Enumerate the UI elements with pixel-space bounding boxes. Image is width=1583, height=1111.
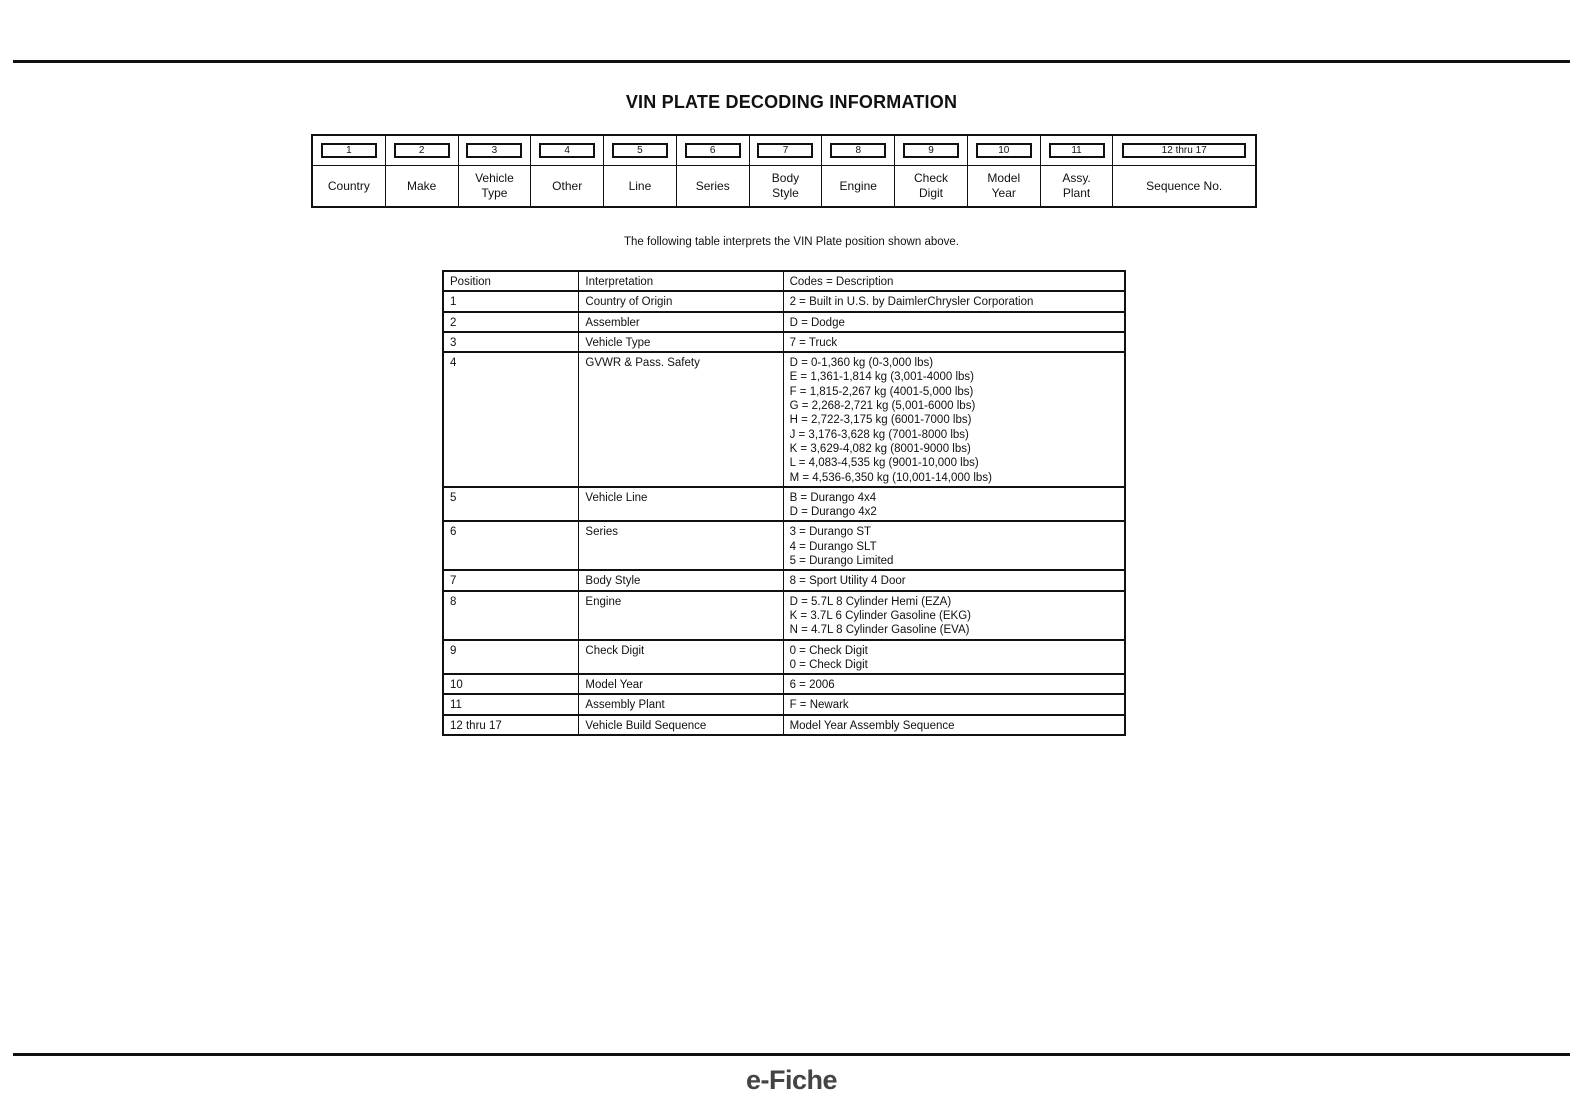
cell-interpretation: Assembly Plant — [579, 694, 783, 714]
plate-position-number: 11 — [1049, 143, 1105, 158]
cell-interpretation: Model Year — [579, 674, 783, 694]
plate-cell — [531, 136, 604, 206]
plate-cell — [968, 136, 1041, 206]
code-line: 3 = Durango ST — [789, 526, 872, 539]
code-line: D = 0-1,360 kg (0-3,000 lbs) — [789, 357, 934, 370]
cell-position: 6 — [443, 521, 579, 570]
plate-position-number: 5 — [612, 143, 668, 158]
plate-position-number: 1 — [321, 143, 377, 158]
cell-interpretation: Assembler — [579, 312, 783, 332]
plate-position-label: Body Style — [771, 171, 800, 200]
table-row — [443, 640, 1125, 675]
table-row — [443, 352, 1125, 487]
plate-position-label: Model Year — [987, 171, 1021, 200]
cell-position: 12 thru 17 — [443, 715, 579, 735]
cell-position: 3 — [443, 332, 579, 352]
plate-position-label: Other — [552, 178, 583, 193]
plate-position-slot — [1113, 136, 1255, 166]
plate-position-slot — [677, 136, 749, 166]
plate-cell — [1113, 136, 1255, 206]
table-row — [443, 570, 1125, 590]
cell-codes — [783, 674, 1125, 694]
table-row — [443, 591, 1125, 640]
plate-position-label: Make — [406, 178, 437, 193]
cell-codes — [783, 352, 1125, 487]
code-line: 4 = Durango SLT — [789, 540, 877, 553]
plate-position-slot — [459, 136, 531, 166]
plate-cell — [677, 136, 750, 206]
plate-position-label: Line — [628, 178, 652, 193]
cell-codes — [783, 570, 1125, 590]
code-line: F = Newark — [789, 699, 849, 712]
plate-position-number: 2 — [394, 143, 450, 158]
cell-interpretation: Country of Origin — [579, 291, 783, 311]
plate-position-label: Series — [695, 178, 730, 193]
code-line: H = 2,722-3,175 kg (6001-7000 lbs) — [789, 414, 972, 427]
table-row — [443, 694, 1125, 714]
cell-codes — [783, 715, 1125, 735]
page-title: VIN PLATE DECODING INFORMATION — [625, 92, 958, 112]
cell-codes — [783, 591, 1125, 640]
code-line: Model Year Assembly Sequence — [789, 719, 955, 732]
table-header-row — [443, 271, 1125, 291]
plate-position-slot — [604, 136, 676, 166]
plate-position-number: 10 — [976, 143, 1032, 158]
plate-position-slot — [895, 136, 967, 166]
cell-interpretation: Vehicle Line — [579, 487, 783, 522]
plate-position-slot — [750, 136, 822, 166]
table-row — [443, 487, 1125, 522]
cell-codes — [783, 521, 1125, 570]
plate-position-label: Country — [327, 178, 370, 193]
code-line: E = 1,361-1,814 kg (3,001-4000 lbs) — [789, 371, 975, 384]
cell-position: 1 — [443, 291, 579, 311]
cell-interpretation: GVWR & Pass. Safety — [579, 352, 783, 487]
plate-position-slot — [313, 136, 385, 166]
plate-position-label: Engine — [839, 178, 877, 193]
cell-interpretation: Series — [579, 521, 783, 570]
code-line: D = Durango 4x2 — [789, 506, 877, 519]
cell-position: 9 — [443, 640, 579, 675]
table-row — [443, 332, 1125, 352]
plate-position-number: 3 — [466, 143, 522, 158]
header-codes: Codes = Description — [783, 271, 1125, 291]
table-row — [443, 715, 1125, 735]
code-line: 2 = Built in U.S. by DaimlerChrysler Corporation — [789, 296, 1034, 309]
vin-decoding-table — [442, 270, 1126, 736]
code-line: L = 4,083-4,535 kg (9001-10,000 lbs) — [789, 457, 979, 470]
code-line: 0 = Check Digit — [789, 644, 868, 657]
plate-cell — [1041, 136, 1114, 206]
cell-interpretation: Engine — [579, 591, 783, 640]
cell-position: 2 — [443, 312, 579, 332]
cell-position: 7 — [443, 570, 579, 590]
bottom-rule — [13, 1053, 1570, 1056]
code-line: N = 4.7L 8 Cylinder Gasoline (EVA) — [789, 624, 970, 637]
cell-codes — [783, 640, 1125, 675]
code-line: D = Dodge — [789, 316, 845, 329]
header-position: Position — [443, 271, 579, 291]
header-interpretation: Interpretation — [579, 271, 783, 291]
code-line: F = 1,815-2,267 kg (4001-5,000 lbs) — [789, 385, 974, 398]
cell-codes — [783, 332, 1125, 352]
plate-position-number: 6 — [685, 143, 741, 158]
plate-position-slot — [531, 136, 603, 166]
cell-codes — [783, 291, 1125, 311]
code-line: J = 3,176-3,628 kg (7001-8000 lbs) — [789, 428, 969, 441]
efiche-logo: e-Fiche — [745, 1065, 838, 1095]
cell-position: 10 — [443, 674, 579, 694]
plate-position-slot — [1041, 136, 1113, 166]
cell-interpretation: Vehicle Type — [579, 332, 783, 352]
cell-interpretation: Check Digit — [579, 640, 783, 675]
code-line: 8 = Sport Utility 4 Door — [789, 575, 906, 588]
plate-cell — [313, 136, 386, 206]
plate-position-label: Assy. Plant — [1062, 171, 1091, 200]
plate-position-slot — [822, 136, 894, 166]
cell-interpretation: Vehicle Build Sequence — [579, 715, 783, 735]
code-line: 0 = Check Digit — [789, 658, 868, 671]
plate-cell — [459, 136, 532, 206]
cell-interpretation: Body Style — [579, 570, 783, 590]
plate-position-label: Check Digit — [914, 171, 949, 200]
code-line: B = Durango 4x4 — [789, 491, 877, 504]
plate-cell — [750, 136, 823, 206]
cell-position: 8 — [443, 591, 579, 640]
cell-codes — [783, 487, 1125, 522]
plate-position-slot — [386, 136, 458, 166]
plate-position-number: 8 — [830, 143, 886, 158]
code-line: M = 4,536-6,350 kg (10,001-14,000 lbs) — [789, 471, 992, 484]
plate-position-label: Sequence No. — [1146, 178, 1223, 193]
cell-codes — [783, 312, 1125, 332]
plate-position-label: Vehicle Type — [475, 171, 514, 200]
table-row — [443, 291, 1125, 311]
vin-plate-strip — [311, 134, 1257, 208]
plate-cell — [386, 136, 459, 206]
top-rule — [13, 60, 1570, 63]
plate-position-slot — [968, 136, 1040, 166]
code-line: 6 = 2006 — [789, 679, 835, 692]
plate-cell — [604, 136, 677, 206]
cell-position: 4 — [443, 352, 579, 487]
code-line: 7 = Truck — [789, 336, 838, 349]
plate-position-number: 9 — [903, 143, 959, 158]
code-line: D = 5.7L 8 Cylinder Hemi (EZA) — [789, 595, 952, 608]
plate-position-number: 7 — [757, 143, 813, 158]
code-line: K = 3,629-4,082 kg (8001-9000 lbs) — [789, 442, 971, 455]
code-line: K = 3.7L 6 Cylinder Gasoline (EKG) — [789, 609, 971, 622]
code-line: 5 = Durango Limited — [789, 555, 894, 568]
table-row — [443, 312, 1125, 332]
plate-cell — [822, 136, 895, 206]
table-row — [443, 674, 1125, 694]
cell-position: 11 — [443, 694, 579, 714]
plate-position-number: 4 — [539, 143, 595, 158]
code-line: G = 2,268-2,721 kg (5,001-6000 lbs) — [789, 400, 976, 413]
table-row — [443, 521, 1125, 570]
plate-cell — [895, 136, 968, 206]
cell-position: 5 — [443, 487, 579, 522]
intro-text: The following table interprets the VIN Plate position shown above. — [624, 236, 959, 248]
plate-position-number: 12 thru 17 — [1122, 143, 1247, 158]
cell-codes — [783, 694, 1125, 714]
table-body — [443, 291, 1125, 735]
